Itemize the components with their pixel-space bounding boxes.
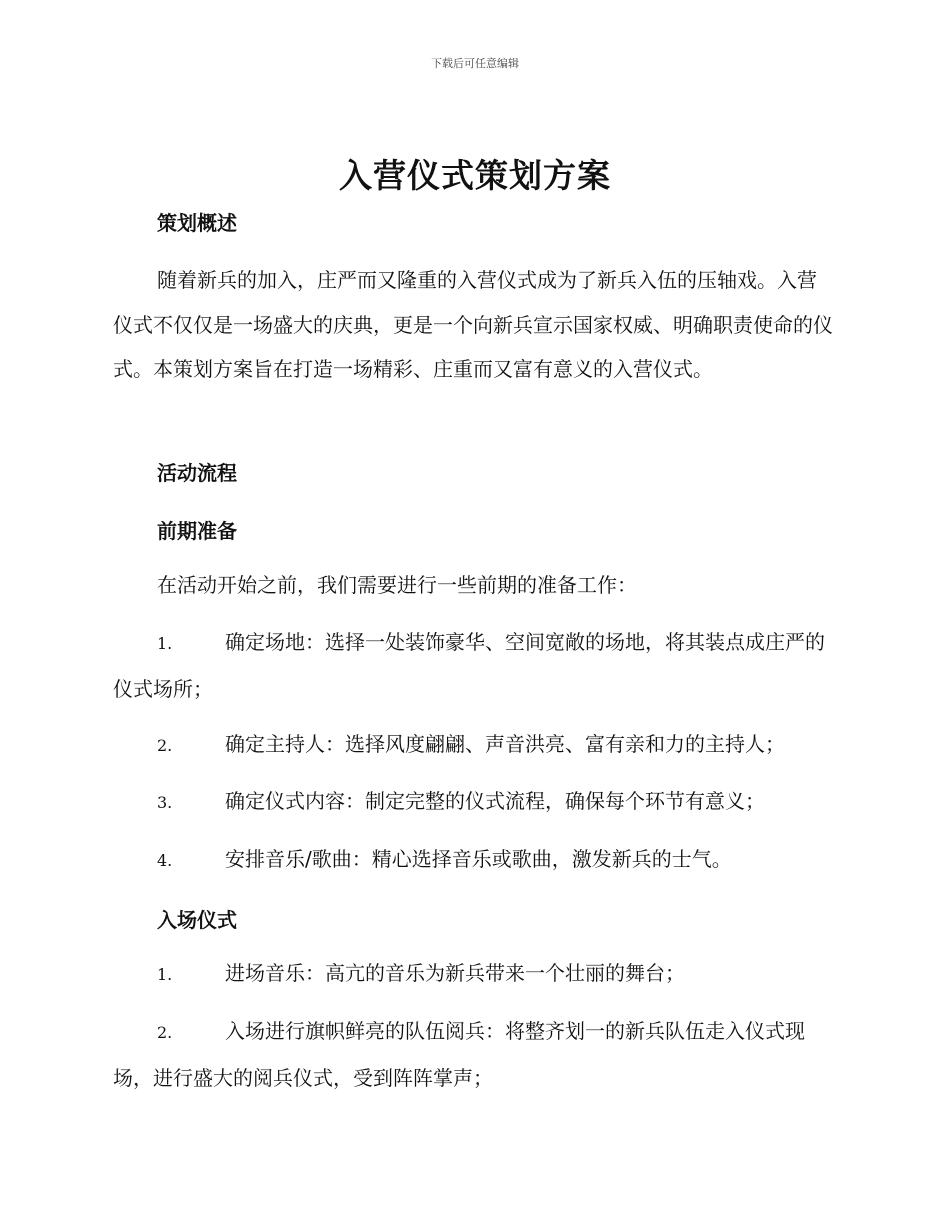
list-item <box>113 1009 833 1100</box>
list-item-text: 进场音乐：高亢的音乐为新兵带来一个壮丽的舞台； <box>225 961 685 985</box>
list-item <box>113 620 833 711</box>
heading-entrance: 入场仪式 <box>157 908 237 932</box>
heading-preparation: 前期准备 <box>157 519 237 543</box>
paragraph-preparation-intro: 在活动开始之前，我们需要进行一些前期的准备工作： <box>157 573 637 597</box>
paragraph-overview: 随着新兵的加入，庄严而又隆重的入营仪式成为了新兵入伍的压轴戏。入营仪式不仅仅是一场盛大的庆典，更是一个向新兵宣示国家权威、明确职责使命的仪式。本策划方案旨在打造一场精彩、庄重而又富有意义的入营仪式。 <box>113 268 833 381</box>
list-item-number: 2. <box>157 736 173 755</box>
list-item <box>113 722 833 769</box>
list-item <box>113 951 833 998</box>
list-item-text: 确定仪式内容：制定完整的仪式流程，确保每个环节有意义； <box>225 789 765 813</box>
list-item-number: 1. <box>157 634 173 653</box>
heading-process: 活动流程 <box>157 461 237 485</box>
list-item-text: 确定场地：选择一处装饰豪华、空间宽敞的场地，将其装点成庄严的仪式场所； <box>113 630 825 701</box>
list-item-text: 安排音乐/歌曲：精心选择音乐或歌曲，激发新兵的士气。 <box>225 847 732 871</box>
list-item <box>113 779 833 826</box>
list-item-number: 1. <box>157 965 173 984</box>
list-item <box>113 837 833 884</box>
list-item-number: 4. <box>157 851 173 870</box>
list-item-text: 确定主持人：选择风度翩翩、声音洪亮、富有亲和力的主持人； <box>225 732 785 756</box>
list-item-text: 入场进行旗帜鲜亮的队伍阅兵：将整齐划一的新兵队伍走入仪式现场，进行盛大的阅兵仪式，受到阵阵掌声； <box>113 1019 805 1090</box>
heading-overview: 策划概述 <box>157 211 237 235</box>
header-note: 下载后可任意编辑 <box>431 57 519 70</box>
list-item-number: 2. <box>157 1023 173 1042</box>
document-title: 入营仪式策划方案 <box>339 156 611 195</box>
list-item-number: 3. <box>157 793 173 812</box>
